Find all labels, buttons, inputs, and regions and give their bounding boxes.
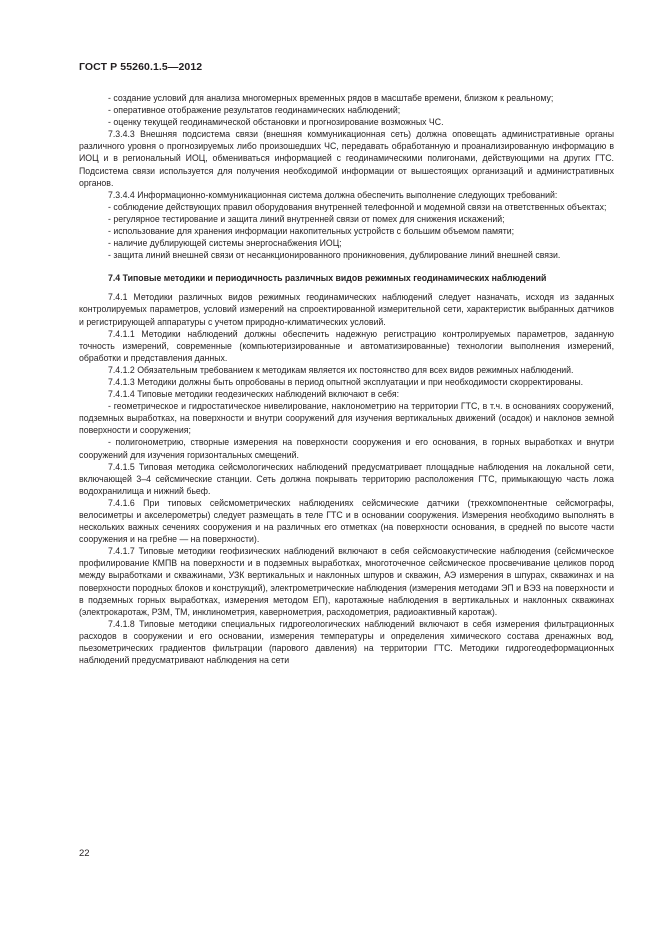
paragraph: 7.4.1 Методики различных видов режимных геодинамических наблюдений следует назначать, исходя из заданных контролируемых параметров, условий измерений на спроектированной измерительной сети, характеристик выбранных датчиков и регистрирующей аппаратуры с учетом природно-климатических условий. — [79, 292, 614, 327]
paragraph: 7.4.1.3 Методики должны быть опробованы в период опытной эксплуатации и при необходимости скорректированы. — [108, 376, 584, 387]
list-item: - оценку текущей геодинамической обстановки и прогнозирование возможных ЧС. — [108, 117, 444, 128]
paragraph: 7.4.1.6 При типовых сейсмометрических наблюдениях сейсмические датчики (трехкомпонентные сейсмографы, велосиметры и акселерометры) следует размещать в теле ГТС и в основании сооружения. Измерения необходимо выполнять в нескольких важных сечениях сооружения и на различных его отметках (на поверхности основания, в средней по высоте части сооружения и на гребне — на поверхности). — [79, 497, 614, 545]
document-header: ГОСТ Р 55260.1.5—2012 — [79, 61, 203, 73]
list-item: - защита линий внешней связи от несанкционированного проникновения, дублирование линий внешней связи. — [108, 250, 561, 261]
list-item: - геометрическое и гидростатическое нивелирование, наклонометрию на территории ГТС, в т.ч. в основаниях сооружений, подземных выработках, на поверхности и внутри сооружений для изучения вертикальных движений (осадок) и наклонов земной поверхности и сооружения; — [79, 401, 614, 436]
paragraph: 7.3.4.3 Внешняя подсистема связи (внешняя коммуникационная сеть) должна оповещать административные органы различного уровня о прогнозируемых либо произошедших ЧС, передавать обработанную и проанализированную информацию в ИОЦ и в региональный ИОЦ, обмениваться информацией с геодинамическими полигонами, действующими на других ГТС. Подсистема связи используется для получения необходимой информации от вышестоящих организаций и административных органов. — [79, 129, 614, 188]
page-body — [79, 92, 614, 666]
paragraph: 7.4.1.8 Типовые методики специальных гидрогеологических наблюдений включают в себя измерения фильтрационных расходов в сооружении и его основании, измерения температуры и определения химического состава дренажных вод, пьезометрических градиентов фильтрации (парового давления) на территории ГТС. Методики гидрогеодеформационных наблюдений предусматривают наблюдения на сети — [79, 618, 614, 666]
paragraphs-bottom — [79, 291, 614, 666]
list-item: - оперативное отображение результатов геодинамических наблюдений; — [108, 105, 401, 116]
paragraph: 7.4.1.2 Обязательным требованием к методикам является их постоянство для всех видов режимных наблюдений. — [108, 364, 574, 375]
paragraph: 7.3.4.4 Информационно-коммуникационная система должна обеспечить выполнение следующих требований: — [108, 189, 558, 200]
section-heading: 7.4 Типовые методики и периодичность различных видов режимных геодинамических наблюдений — [108, 273, 547, 284]
list-item: - использование для хранения информации накопительных устройств с большим объемом памяти; — [108, 226, 515, 237]
paragraph: 7.4.1.4 Типовые методики геодезических наблюдений включают в себя: — [108, 389, 400, 400]
paragraphs-top — [79, 92, 614, 261]
list-item: - полигонометрию, створные измерения на поверхности сооружения и его основания, в горных выработках и внутри сооружений для изучения горизонтальных смещений. — [79, 437, 614, 460]
page-number: 22 — [79, 848, 90, 859]
paragraph: 7.4.1.1 Методики наблюдений должны обеспечить надежную регистрацию контролируемых параметров, заданную точность измерений, современные (компьютеризированные и автоматизированные) технологии выполнения измерений, обработки и представления данных. — [79, 328, 614, 363]
paragraph: 7.4.1.7 Типовые методики геофизических наблюдений включают в себя сейсмоакустические наблюдения (сейсмическое профилирование КМПВ на поверхности и в подземных выработках, многоточечное сейсмическое просвечивание целиков пород между выработками и скважинами, УЗК вертикальных и наклонных шпуров и скважин, АЭ измерения в шпурах, скважинах и на поверхности породных блоков и конструкций), электрометрические наблюдения (измерения методами ЭП и ВЭЗ на поверхности и в подземных горных выработках, измерения методом ЕП), каротажные наблюдения в вертикальных и наклонных скважинах (электрокаротаж, РЗМ, ТМ, инклинометрия, кавернометрия, расходометрия, радиоактивный каротаж). — [79, 546, 614, 617]
list-item: - регулярное тестирование и защита линий внутренней связи от помех для снижения искажений; — [108, 213, 505, 224]
list-item: - наличие дублирующей системы энергоснабжения ИОЦ; — [108, 238, 342, 249]
list-item: - создание условий для анализа многомерных временных рядов в масштабе времени, близком к реальному; — [108, 93, 554, 103]
paragraph: 7.4.1.5 Типовая методика сейсмологических наблюдений предусматривает площадные наблюдения на локальной сети, включающей 3–4 сейсмические станции. Сеть должна покрывать территорию расположения ГТС, примыкающую часть ложа водохранилища и нижний бьеф. — [79, 461, 614, 496]
list-item: - соблюдение действующих правил оборудования внутренней телефонной и модемной связи на ответственных объектах; — [108, 201, 607, 212]
